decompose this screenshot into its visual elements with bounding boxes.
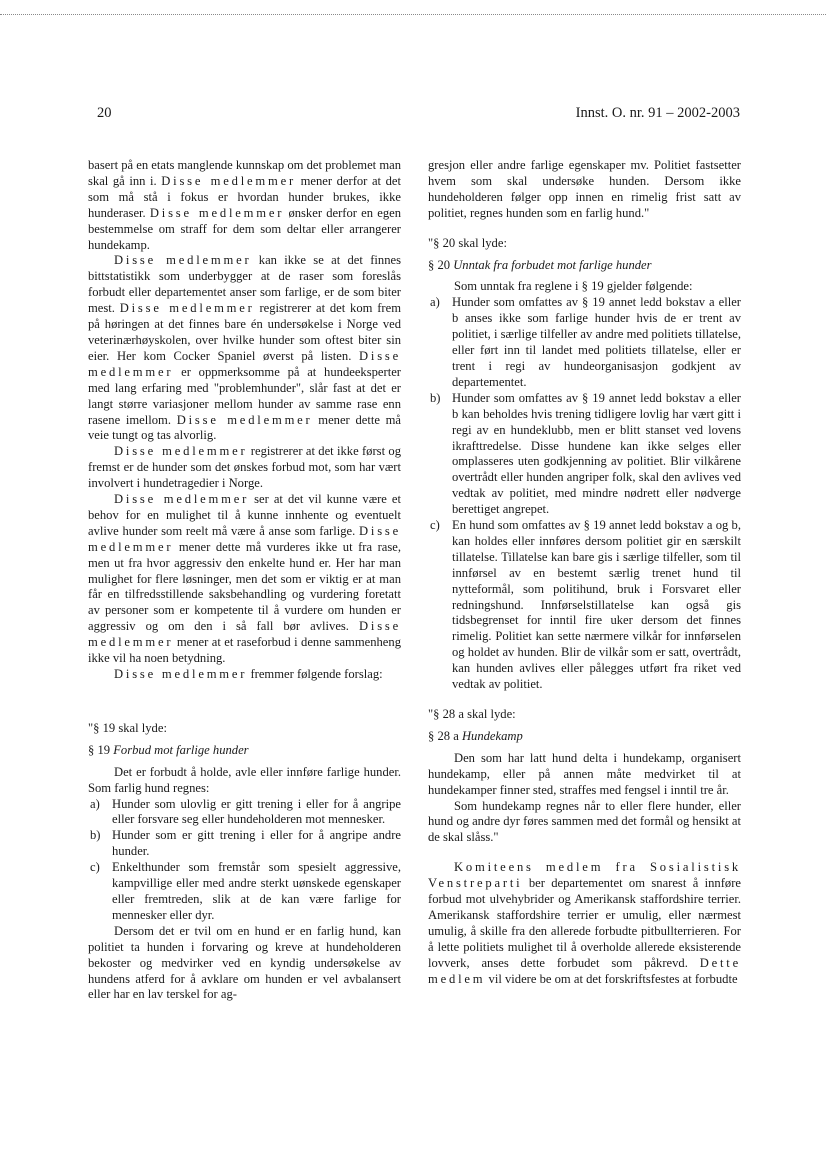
text: registrerer at det ikke først og fremst er de hunder som det ønskes forbud mot, som har vært involvert i hundetragedier i Norge. (88, 444, 401, 491)
list-label: b) (430, 390, 441, 405)
list-item (88, 828, 401, 860)
text: vil videre be om at det forskriftsfestes at forbudte (488, 971, 738, 986)
list-text: Hunder som ulovlig er gitt trening i eller for å angripe eller forsvare seg eller hundeholderen mot mennesker. (112, 796, 401, 827)
text: mener dette må vurderes ikke ut fra rase, men ut fra hvor aggressiv den enkelte hund er. Her har man mulighet for flere løsninger, men det som er viktig er at man får en tilfredsstillende saksbehandling og vurdering foretatt av personer som er kompetente til å vurdere om hunden er aggressiv og om den i så fall bør avlives. (88, 539, 401, 634)
paragraph: Den som har latt hund delta i hundekamp, organisert hundekamp, eller på annen måte medvirket til at hundekamper finner sted, straffes med fengsel i inntil tre år. (428, 750, 741, 797)
paragraph: gresjon eller andre farlige egenskaper mv. Politiet fastsetter hvem som skal undersøke hunden. Dersom ikke hundeholderen følger opp innen en rimelig frist satt av politiet, regnes hunden som en farlig hund." (428, 158, 741, 220)
section-title: Forbud mot farlige hunder (113, 742, 249, 757)
spaced-emphasis: Disse medlemmer (161, 173, 296, 188)
right-column (428, 158, 741, 988)
paragraph: Dersom det er tvil om en hund er en farlig hund, kan politiet ta hunden i forvaring og kreve at hundeholderen bekoster og medvirker ved en kyndig undersøkelse av hundens atferd for å avklare om hunden er vel avbalansert eller har en lav terskel for ag- (88, 923, 401, 1002)
spaced-emphasis: Disse medlemmer (88, 348, 401, 379)
spaced-emphasis: Disse medlemmer (114, 444, 248, 459)
section-title: Hundekamp (461, 728, 523, 743)
section-intro: "§ 28 a skal lyde: (428, 707, 516, 721)
list-label: a) (430, 295, 440, 310)
text: ser at det vil kunne være et behov for en mulighet til å kunne innhente og eventuelt avlive hunder som reelt må være å anse som farlige. (88, 492, 401, 538)
spaced-emphasis: Disse medlemmer (88, 523, 402, 554)
text: ber departementet om snarest å innføre forbud mot ulvehybrider og Amerikansk staffordshire terrier. Amerikansk staffordshire terrier er umulig, eller nærmest umulig, å skille fra den allerede forbudte pitbullterrieren. For å lette politiets mulighet til å overholde allerede eksisterende lovverk, anses dette forbudet som påkrevd. (428, 876, 741, 970)
list-text: Hunder som omfattes av § 19 annet ledd bokstav a eller b anses ikke som farlige hunder hvis de er trent av politiet, i særlige tilfeller av andre med politiets tillatelse, eller ført inn til landet med politiets tillatelse, eller er trent i regi av hundeorganisasjon godkjent av departementet. (452, 295, 741, 389)
spaced-emphasis: Dette medlem (428, 955, 741, 986)
left-column (88, 158, 401, 1003)
spaced-emphasis: Disse medlemmer (114, 253, 252, 268)
paragraph (88, 667, 401, 683)
spaced-emphasis: Disse medlemmer (149, 205, 285, 220)
spaced-emphasis: Disse medlemmer (114, 492, 250, 507)
text: mener at et raseforbud i denne sammenheng ikke vil ha noen betydning. (88, 635, 401, 666)
list-item (88, 860, 401, 924)
list-text: Enkelthunder som fremstår som spesielt aggressive, kampvillige eller med andre sterkt uønskede egenskaper eller fremtreden, slik at de kan være farlige for mennesker eller dyr. (112, 860, 401, 922)
list-text: En hund som omfattes av § 19 annet ledd bokstav a og b, kan holdes eller innføres dersom politiet gir en særskilt tillatelse. Tillatelse kan bare gis i særlige tilfeller, som til innførsel av en bestemt særlig trenet hund til nytteformål, som politihund, bruk i Forsvaret eller redningshund. Innførselstillatelse kan også gis tidsbegrenset for inntil fire uker dersom det finnes rimelig. Politiet kan sette nærmere vilkår for innførselen og holdet av hunden. Blir de vilkår som er satt, overtrådt, kan hunden avlives eller pålegges utført fra riket ved vedtak av politiet. (452, 518, 741, 692)
text: kan ikke se at det finnes bittstatistikk som underbygger at de raser som foreslås forbudt eller departementet anser som farlige, er de som biter mest. (88, 253, 401, 316)
spaced-emphasis: Disse medlemmer (114, 667, 248, 681)
section-heading (428, 729, 741, 745)
text: basert på en etats manglende kunnskap om det problemet man skal gå inn i. (88, 158, 401, 188)
text: er oppmerksomme på at hundeeksperter med lang erfaring med "problemhunder", slår fast at det er langt større variasjoner mellom hunder av samme rase enn rasene imellom. (88, 364, 401, 427)
list-text: Hunder som omfattes av § 19 annet ledd bokstav a eller b kan beholdes hvis trening tidligere lovlig har vært gitt i regi av en hundeklubb, men er blitt stanset ved lovens ikrafttredelse. Disse hundene kan ikke selges eller omplasseres uten godkjenning av politiet. Blir vilkårene overtrådt eller hunden angriper folk, skal den avlives ved vedtak av politiet, med mindre nødrett eller nødverge berettiget angrepet. (452, 390, 741, 517)
section-intro: "§ 20 skal lyde: (428, 235, 507, 250)
spaced-emphasis: Komiteens medlem fra Sosialistisk Venstreparti (428, 860, 741, 891)
list-item (428, 295, 741, 390)
text: fremmer følgende forslag: (250, 667, 383, 681)
spaced-emphasis: Disse medlemmer (88, 619, 401, 650)
section-title: Unntak fra forbudet mot farlige hunder (453, 257, 652, 272)
list-label: a) (90, 796, 100, 811)
spaced-emphasis: Disse medlemmer (119, 301, 255, 316)
text: registrerer at det kom frem på høringen at det finnes bare én undersøkelse i Norge ved veterinærhøyskolen, over hvilke hunder som oftest biter sin eier. Her kom Cocker Spaniel øverst på listen. (88, 301, 401, 363)
spaced-emphasis: Disse medlemmer (176, 412, 313, 427)
list-item (428, 518, 741, 693)
list-label: b) (90, 828, 101, 843)
section-heading (428, 258, 741, 274)
list-item (428, 391, 741, 518)
paragraph (428, 860, 741, 987)
list-item (88, 797, 401, 829)
list-label: c) (430, 518, 440, 533)
lettered-list (428, 295, 741, 693)
paragraph: Det er forbudt å holde, avle eller innføre farlige hunder. Som farlig hund regnes: (88, 764, 401, 795)
section-heading (88, 743, 401, 759)
section-number: § 28 a (428, 728, 459, 743)
list-label: c) (90, 860, 100, 875)
page-number: 20 (97, 105, 112, 121)
text: mener derfor at det som må stå i fokus er hvordan hunder brukes, ikke hunderaser. (88, 173, 402, 220)
lettered-list (88, 797, 401, 924)
paragraph: Som hundekamp regnes når to eller flere hunder, eller hund og andre dyr føres sammen med det formål og hensikt at de skal slåss." (428, 798, 742, 845)
paragraph (88, 492, 401, 667)
paragraph (88, 253, 401, 444)
paragraph (88, 158, 401, 253)
section-intro: "§ 19 skal lyde: (88, 720, 167, 735)
scan-top-edge (0, 14, 826, 15)
list-text: Hunder som er gitt trening i eller for å angripe andre hunder. (112, 828, 401, 859)
section-number: § 19 (88, 742, 111, 757)
paragraph (88, 444, 401, 492)
document-reference: Innst. O. nr. 91 – 2002-2003 (575, 105, 740, 121)
text: mener dette må veie tungt og tas alvorlig. (88, 412, 402, 443)
paragraph: Som unntak fra reglene i § 19 gjelder følgende: (454, 279, 693, 294)
section-number: § 20 (428, 257, 451, 272)
text: ønsker derfor en egen bestemmelse om straff for dem som deltar eller arrangerer hundekamp. (88, 205, 402, 252)
